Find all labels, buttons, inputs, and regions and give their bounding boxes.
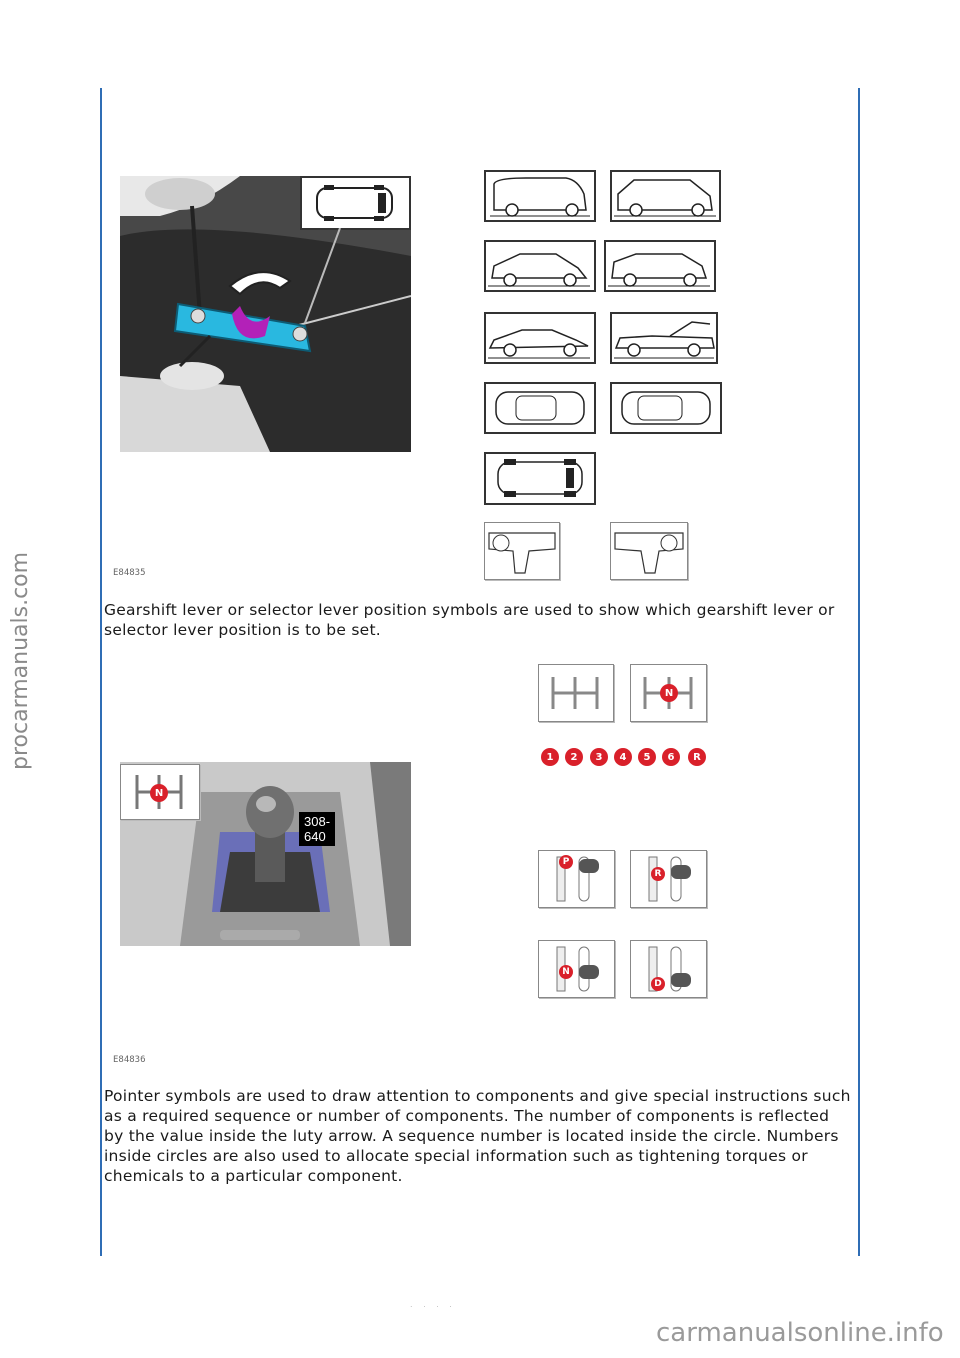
paragraph-pointer-symbols: Pointer symbols are used to draw attention to components and give special instructions such as a required sequence or number of components. The number of components is reflected by the value inside the luty arrow. A sequence number is located inside the circle. Numbers inside circles are also used to allocate special information such as tightening torques or chemicals to a particular component. (104, 1087, 851, 1185)
right-margin-rule (858, 88, 860, 1256)
gear-number-6: 6 (662, 748, 680, 766)
figure-id-label: E84836 (113, 1055, 146, 1065)
bottom-watermark: carmanualsonline.info (656, 1318, 944, 1348)
gear-number-3: 3 (590, 748, 608, 766)
gear-number-4: 4 (614, 748, 632, 766)
gear-number-5: 5 (638, 748, 656, 766)
selector-marker-p: P (559, 855, 573, 869)
selector-drive-icon (630, 940, 707, 998)
coupe-side-view-icon (484, 312, 596, 364)
selector-marker-n: N (559, 965, 573, 979)
convertible-side-view-icon (610, 312, 718, 364)
page-number: . . . . (410, 1300, 456, 1309)
side-watermark: procarmanuals.com (8, 551, 33, 770)
dashboard-lhd-icon (484, 522, 560, 580)
gear-number-r: R (688, 748, 706, 766)
selector-reverse-icon (630, 850, 707, 908)
gear-number-1: 1 (541, 748, 559, 766)
figure-id-label: E84835 (113, 568, 146, 578)
selector-neutral-icon (538, 940, 615, 998)
gate-marker-n: N (660, 684, 678, 702)
inset-underbody-view-icon (300, 176, 411, 230)
gate-neutral-icon (630, 664, 707, 722)
sedan-top-view-icon (484, 382, 596, 434)
selector-marker-d: D (651, 977, 665, 991)
left-margin-rule (100, 88, 102, 1256)
hatch-top-view-icon (610, 382, 722, 434)
underbody-top-view-icon (484, 452, 596, 505)
gate-empty-icon (538, 664, 614, 722)
van-side-view-icon (484, 170, 596, 222)
inset-gate-n-icon (120, 764, 200, 820)
pointer-line (300, 228, 360, 328)
paragraph-gearshift-symbols: Gearshift lever or selector lever position symbols are used to show which gearshift lever or selector lever position is to be set. (104, 601, 835, 639)
suv-side-view-icon (610, 170, 721, 222)
estate-side-view-icon (604, 240, 716, 292)
selector-marker-r: R (651, 867, 665, 881)
inset-gear-marker: N (150, 784, 168, 802)
selector-park-icon (538, 850, 615, 908)
tool-number-label: 308-640 (299, 812, 335, 846)
hatchback-side-view-icon (484, 240, 596, 292)
gear-number-2: 2 (565, 748, 583, 766)
dashboard-rhd-icon (610, 522, 688, 580)
